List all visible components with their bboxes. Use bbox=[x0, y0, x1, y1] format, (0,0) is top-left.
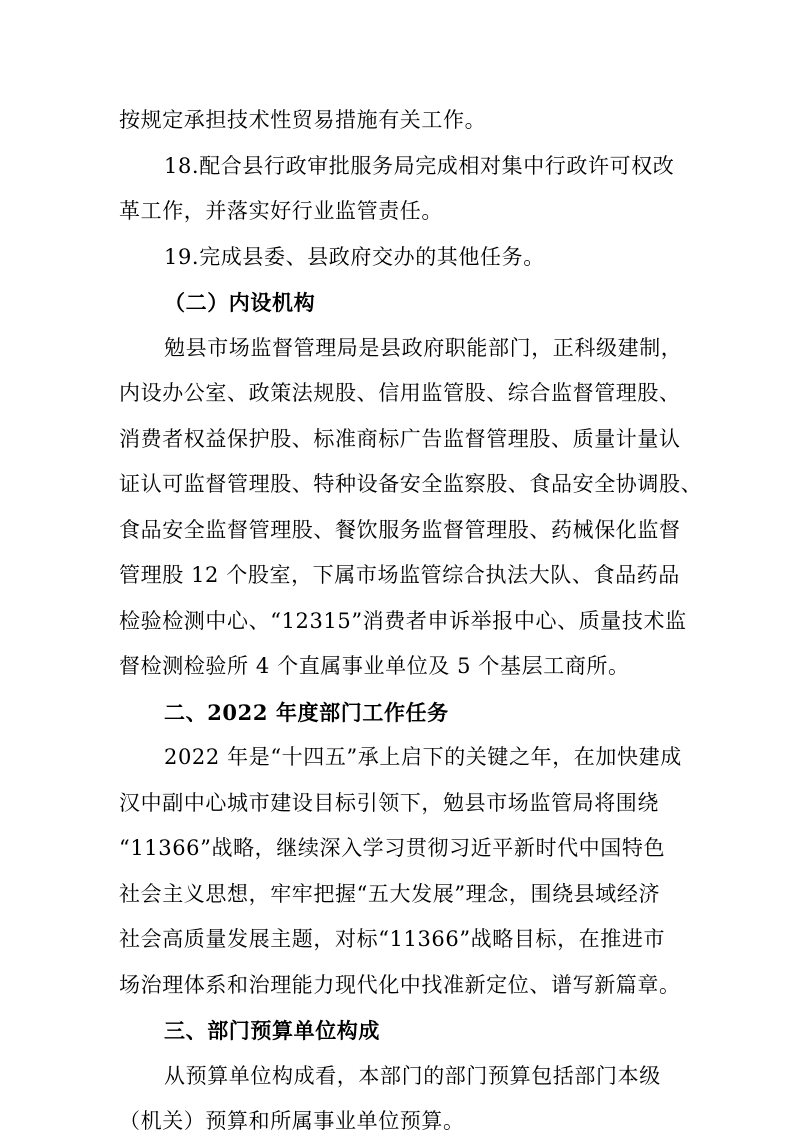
paragraph-line: 勉县市场监督管理局是县政府职能部门，正科级建制， bbox=[164, 335, 683, 360]
paragraph-line: “11366”战略，继续深入学习贯彻习近平新时代中国特色 bbox=[119, 836, 666, 860]
paragraph-line: 2022 年是“十四五”承上启下的关键之年，在加快建成 bbox=[164, 745, 682, 769]
section-heading: 二、2022 年度部门工作任务 bbox=[164, 699, 449, 725]
paragraph-line: 管理股 12 个股室，下属市场监管综合执法大队、食品药品 bbox=[119, 563, 680, 587]
paragraph-line: （机关）预算和所属事业单位预算。 bbox=[119, 1109, 465, 1133]
paragraph-line: 19.完成县委、县政府交办的其他任务。 bbox=[164, 244, 545, 269]
section-heading: 三、部门预算单位构成 bbox=[164, 1018, 380, 1043]
paragraph-line: 从预算单位构成看，本部门的部门预算包括部门本级 bbox=[164, 1063, 661, 1088]
paragraph-line: 食品安全监督管理股、餐饮服务监督管理股、药械保化监督 bbox=[119, 517, 681, 542]
paragraph-line: 革工作，并落实好行业监管责任。 bbox=[119, 199, 443, 223]
paragraph-line: 18.配合县行政审批服务局完成相对集中行政许可权改 bbox=[164, 153, 675, 178]
paragraph-line: 按规定承担技术性贸易措施有关工作。 bbox=[119, 108, 487, 132]
paragraph-line: 消费者权益保护股、标准商标广告监督管理股、质量计量认 bbox=[119, 426, 681, 451]
paragraph-line: 内设办公室、政策法规股、信用监管股、综合监督管理股、 bbox=[119, 381, 681, 405]
paragraph-line: 检验检测中心、“12315”消费者申诉举报中心、质量技术监 bbox=[119, 608, 687, 633]
paragraph-line: 社会主义思想，牢牢把握“五大发展”理念，围绕县域经济 bbox=[119, 881, 661, 906]
paragraph-line: 证认可监督管理股、特种设备安全监察股、食品安全协调股、 bbox=[119, 472, 703, 496]
paragraph-line: 督检测检验所 4 个直属事业单位及 5 个基层工商所。 bbox=[119, 654, 630, 678]
paragraph-line: 汉中副中心城市建设目标引领下，勉县市场监管局将围绕 bbox=[119, 790, 659, 815]
document-page bbox=[119, 98, 703, 1145]
section-heading: （二）内设机构 bbox=[164, 290, 316, 315]
paragraph-line: 社会高质量发展主题，对标“11366”战略目标，在推进市 bbox=[119, 927, 666, 951]
paragraph-line: 场治理体系和治理能力现代化中找准新定位、谱写新篇章。 bbox=[119, 972, 681, 997]
